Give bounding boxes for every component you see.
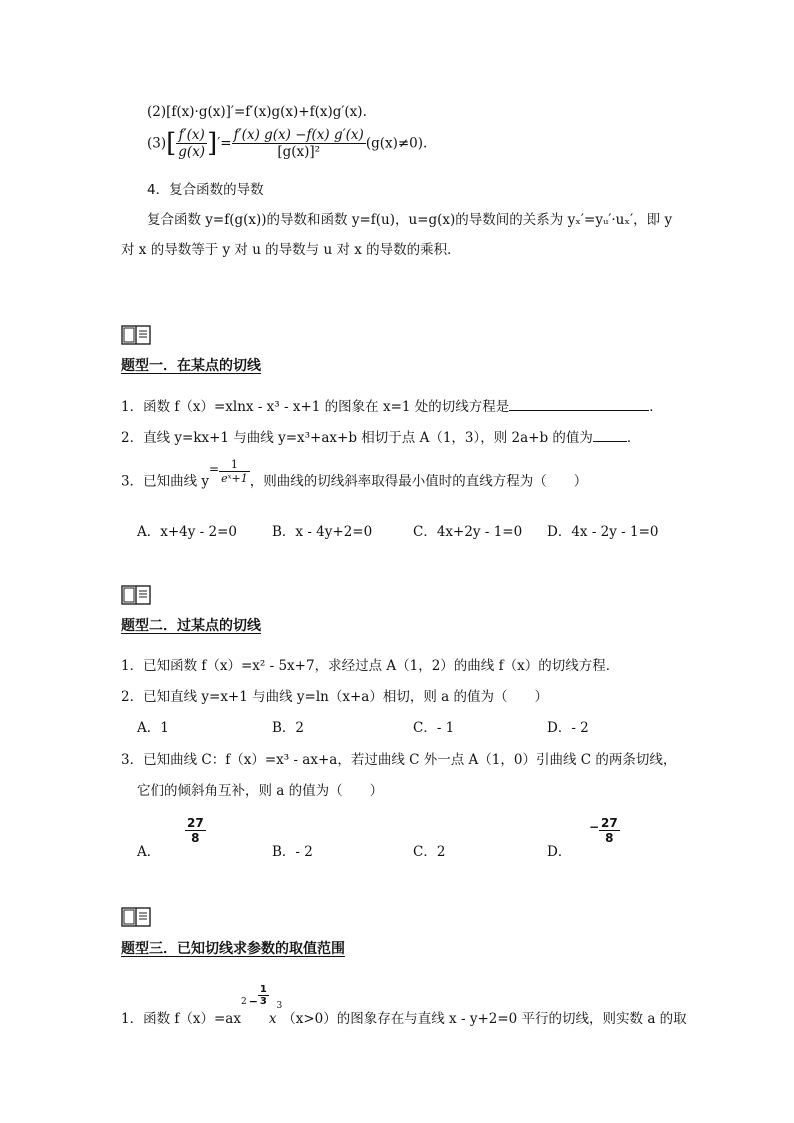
option-d-num: 27 [601,816,618,830]
rule3-eq: ′= [217,135,232,152]
s2-q3-option-a-label: A． [137,844,161,860]
s1-option-a[interactable]: A．x+4y - 2=0 [137,524,238,540]
s2-question-2: 2．已知直线 y=x+1 与曲线 y=ln（x+a）相切，则 a 的值为（ ） [121,689,548,705]
s1-question-1 [121,395,663,415]
s3-q1-suffix: （x>0）的图象存在与直线 x - y+2=0 平行的切线，则实数 a 的取 [282,1011,687,1027]
s1-q1-end: ． [649,399,663,415]
s1-question-3 [121,458,588,502]
s2-q3-option-b[interactable]: B．- 2 [272,844,313,860]
rule3-lhs-num: f′(x) [178,127,205,143]
s1-q3-frac-den: eˣ+1 [221,472,248,485]
derivative-rule-3 [147,127,427,165]
book-icon [121,906,151,928]
s1-q3-suffix: ，则曲线的切线斜率取得最小值时的直线方程为（ ） [249,473,588,490]
rule4-body-line2: 对 x 的导数等于 y 对 u 的导数与 u 对 x 的导数的乘积． [121,242,461,258]
s1-q2-end: ． [626,430,641,446]
rule4-title: 4．复合函数的导数 [147,182,264,198]
s3-q1-exp-fraction [258,984,269,1007]
rule3-prefix: (3) [147,135,167,152]
section3-title: 题型三．已知切线求参数的取值范围 [121,941,345,957]
s2-q3-option-d-label: D． [547,844,572,860]
s2-q3-option-a-fraction [185,816,206,845]
s1-question-2 [121,426,640,446]
s2-q2-option-b[interactable]: B．2 [272,720,305,736]
section2-title: 题型二．过某点的切线 [121,618,261,634]
rule3-lhs-fraction [176,127,207,160]
s3-q1-exp-minus: − [248,995,258,1008]
s1-option-b[interactable]: B．x - 4y+2=0 [272,524,373,540]
option-a-den: 8 [185,830,206,845]
rule3-rhs-fraction [232,127,366,160]
derivative-rule-2: (2)[f(x)·g(x)]′=f′(x)g(x)+f(x)g′(x). [147,104,367,120]
s2-question-3-line1: 3．已知曲线 C：f（x）=x³ - ax+a，若过曲线 C 外一点 A（1，0）引曲线 C 的两条切线， [121,752,677,768]
s1-option-c[interactable]: C．4x+2y - 1=0 [413,524,523,540]
s1-q1-text: 1．函数 f（x）=xlnx - x³ - x+1 的图象在 x=1 处的切线方程是 [121,399,510,415]
book-icon [121,584,151,606]
book-icon [121,324,151,346]
s1-option-d[interactable]: D．4x - 2y - 1=0 [547,524,659,540]
s2-q2-option-c[interactable]: C．- 1 [413,720,455,736]
rule3-lhs-den: g(x) [178,144,206,160]
minus-sign: − [589,820,600,834]
section1-title: 题型一．在某点的切线 [121,358,261,374]
rule3-cond: (g(x)≠0). [365,135,428,152]
s1-q3-frac-num: 1 [230,458,238,471]
s1-q2-text: 2．直线 y=kx+1 与曲线 y=x³+ax+b 相切于点 A（1，3），则 2a+b 的值为 [121,430,593,446]
s2-q3-option-d-fraction [599,816,620,845]
right-bracket: ] [207,128,218,159]
option-d-den: 8 [599,830,620,845]
answer-blank[interactable] [509,398,649,411]
s3-q1-prefix: 1．函数 f（x）=ax [121,1011,241,1027]
s3-question-1 [121,985,687,1025]
option-a-num: 27 [187,816,204,830]
rule3-rhs-num: f′(x) g(x) −f(x) g′(x) [233,127,364,143]
s2-q2-option-a[interactable]: A．1 [137,720,169,736]
s3-q1-exp-2: 2 [240,996,247,1007]
rule4-body-line1: 复合函数 y=f(g(x))的导数和函数 y=f(u)，u=g(x)的导数间的关系为 yₓ′=yᵤ′·uₓ′，即 y [147,212,673,228]
left-bracket: [ [166,128,177,159]
s3-q1-x: x [268,1011,277,1027]
s2-question-3-line2: 它们的倾斜角互补，则 a 的值为（ ） [137,783,384,799]
rule3-rhs-den: [g(x)]² [232,143,366,160]
s2-q3-option-a[interactable] [137,816,204,860]
s3-q1-exp-3: 3 [276,1000,283,1011]
s2-q3-option-c[interactable]: C．2 [413,844,446,860]
s1-q3-equals: = [209,462,220,476]
s1-q3-prefix: 3．已知曲线 y [121,473,210,490]
exp-den: 3 [259,996,267,1007]
exp-num: 1 [259,984,267,995]
s1-q3-fraction [219,458,250,485]
s2-question-1: 1．已知函数 f（x）=x² - 5x+7，求经过点 A（1，2）的曲线 f（x）的切线方程． [121,658,620,674]
s2-q2-option-d[interactable]: D．- 2 [547,720,589,736]
s2-q3-option-d[interactable] [547,816,627,860]
answer-blank[interactable] [593,429,627,442]
